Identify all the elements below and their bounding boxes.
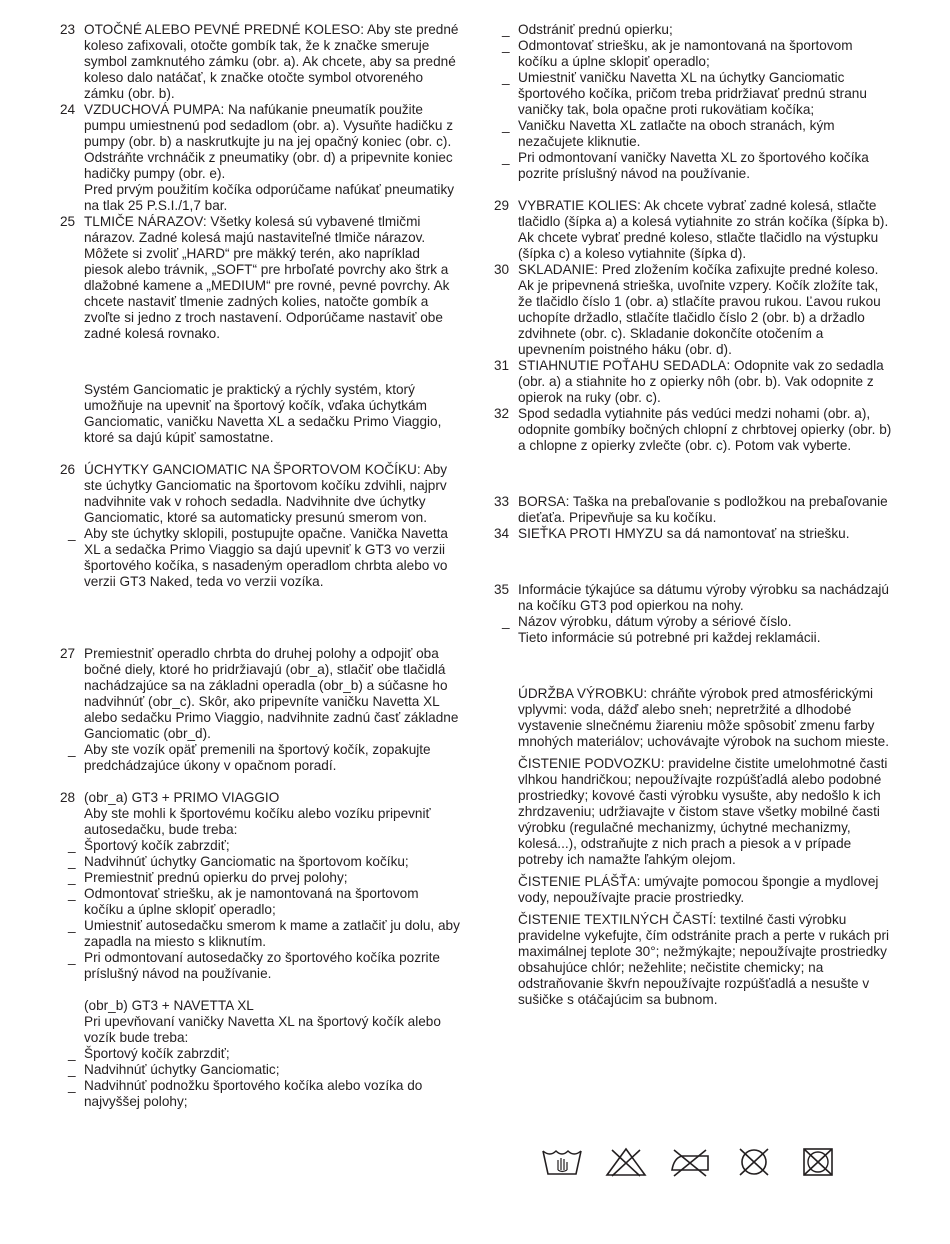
item-35-bullet <box>494 614 894 646</box>
item-text: SKLADANIE: Pred zložením kočíka zafixujte predné koleso. Ak je pripevnená strieška, uvoľnite vzpery. Kočík zložíte tak, že tlačidlo číslo 1 (obr. a) stlačíte pravou rukou. Ľavou rukou uchopíte držadlo, stlačíte tlačidlo číslo 2 (obr. b) a držadlo zdvihnete (obr. c). Skladanie dokončíte otočením a upevnením poistného háku (obr. d). <box>518 262 881 357</box>
list-item-text: Odmontovať striešku, ak je namontovaná na športovom kočíku a úplne sklopiť operadlo; <box>518 38 853 69</box>
item-32 <box>494 406 894 454</box>
list-item <box>60 854 460 870</box>
dash-marker: _ <box>68 870 76 885</box>
list-item-text: Nadvihnúť úchytky Ganciomatic; <box>84 1062 280 1077</box>
item-31 <box>494 358 894 406</box>
dash-marker: _ <box>502 150 510 165</box>
list-item <box>494 38 894 70</box>
item-number: 35 <box>494 582 510 597</box>
list-item <box>494 70 894 118</box>
care-paragraph: ČISTENIE PODVOZKU: pravidelne čistite umelohmotné časti vlhkou handričkou; nepoužívajte rozpúšťadlá alebo podobné prostriedky; kovové časti výrobku vysušte, aby nedošlo k ich zhrdzaveniu; udržiavajte v čistom stave všetky mobilné časti výrobku (regulačné mechanizmy, úchytné mechanizmy, kolesá...), odstraňujte z nich prach a piesok a v prípade potreby ich namažte ľahkým olejom. <box>518 756 888 867</box>
left-column <box>60 22 460 1110</box>
item-27-bullet <box>60 742 460 774</box>
dash-marker: _ <box>68 742 76 757</box>
item-text: OTOČNÉ ALEBO PEVNÉ PREDNÉ KOLESO: Aby ste predné koleso zafixovali, otočte gombík tak, že k značke smeruje symbol zamknutého zámku (obr. a). Ak chcete, aby sa predné koleso dalo natáčať, k značke otočte symbol otvoreného zámku (obr. b). <box>84 22 459 101</box>
item-number: 33 <box>494 494 510 509</box>
list-item <box>60 918 460 950</box>
list-item <box>60 886 460 918</box>
list-item-text: Športový kočík zabrzdiť; <box>84 838 230 853</box>
item-number: 31 <box>494 358 510 373</box>
item-intro: Aby ste mohli k športovému kočíku alebo vozíku pripevniť autosedačku, bude treba: <box>84 806 431 837</box>
care-paragraph: ČISTENIE PLÁŠŤA: umývajte pomocou špongie a mydlovej vody, nepoužívajte pracie prostriedky. <box>518 874 879 905</box>
item-text: VZDUCHOVÁ PUMPA: Na nafúkanie pneumatík použite pumpu umiestnenú pod sedadlom (obr. a). Vysuňte hadičku z pumpy (obr. b) a naskrutkujte ju na jej opačný koniec (obr. c). Odstráňte vrchnáčik z pneumatiky (obr. d) a pripevnite koniec hadičky pumpy (obr. e). <box>84 102 454 181</box>
item-text: Spod sedadla vytiahnite pás vedúci medzi nohami (obr. a), odopnite gombíky bočných chlopní z chrbtovej opierky (obr. b) a chlopne z opierky zvlečte (obr. c). Potom vak vyberte. <box>518 406 892 453</box>
item-text: TLMIČE NÁRAZOV: Všetky kolesá sú vybavené tlmičmi nárazov. Zadné kolesá majú nastaviteľné tlmiče nárazov. Môžete si zvoliť „HARD“ pre mäkký terén, ako napríklad piesok alebo trávnik, „SOFT“ pre hrboľaté povrchy ako štrk a dlažobné kamene a „MEDIUM“ pre rovné, pevné povrchy. Ak chcete nastaviť tlmenie zadných kolies, natočte gombík a zvoľte si jedno z troch nastavení. Odporúčame nastaviť obe zadné kolesá rovnako. <box>84 214 450 341</box>
bullet-text: Názov výrobku, dátum výroby a sériové číslo. <box>518 614 792 629</box>
no-bleach-icon <box>604 1146 648 1178</box>
list-item-text: Pri odmontovaní autosedačky zo športového kočíka pozrite príslušný návod na používanie. <box>84 950 440 981</box>
dash-marker: _ <box>502 38 510 53</box>
dash-marker: _ <box>68 886 76 901</box>
item-28 <box>60 790 460 838</box>
list-item-text: Športový kočík zabrzdiť; <box>84 1046 230 1061</box>
item-23 <box>60 22 460 102</box>
dash-marker: _ <box>68 918 76 933</box>
item-number: 29 <box>494 198 510 213</box>
item-26-bullet <box>60 526 460 590</box>
dash-marker: _ <box>68 950 76 965</box>
item-27 <box>60 646 460 742</box>
item-text-note: Pred prvým použitím kočíka odporúčame nafúkať pneumatiky na tlak 25 P.S.I./1,7 bar. <box>84 182 455 213</box>
item-text: BORSA: Taška na prebaľovanie s podložkou na prebaľovanie dieťaťa. Pripevňuje sa ku kočíku. <box>518 494 888 525</box>
list-item <box>60 1046 460 1062</box>
dash-marker: _ <box>502 614 510 629</box>
list-item <box>494 118 894 150</box>
item-number: 24 <box>60 102 76 117</box>
care-paragraph: ČISTENIE TEXTILNÝCH ČASTÍ: textilné časti výrobku pravidelne vykefujte, čím odstránite prach a perte v rukách pri maximálnej teplote 30°; nežmýkajte; nepoužívajte prostriedky obsahujúce chlór; nežehlite; nečistite chemicky; na odstraňovanie škvŕn nepoužívajte rozpúšťadlá a nesušte v sušičke s otáčajúcim sa bubnom. <box>518 912 889 1007</box>
dash-marker: _ <box>502 70 510 85</box>
hand-wash-icon <box>540 1146 584 1178</box>
item-heading: (obr_a) GT3 + PRIMO VIAGGIO <box>84 790 280 805</box>
list-item <box>60 950 460 982</box>
list-item <box>60 1078 460 1110</box>
ganciomatic-intro: Systém Ganciomatic je praktický a rýchly systém, ktorý umožňuje na upevniť na športový kočík, vďaka úchytkám Ganciomatic, vaničku Navetta XL a sedačku Primo Viaggio, ktoré sa dajú kúpiť samostatne. <box>84 382 442 445</box>
list-item-text: Vaničku Navetta XL zatlačte na oboch stranách, kým nezačujete kliknutie. <box>518 118 835 149</box>
list-item <box>494 22 894 38</box>
item-text: Premiestniť operadlo chrbta do druhej polohy a odpojiť oba bočné diely, ktoré ho pridržiavajú (obr_a), stlačiť obe tlačidlá nachádzajúce sa na základni operadla (obr_b) a súčasne ho nadvihnúť (obr_c). Skôr, ako pripevníte vaničku Navetta XL alebo sedačku Primo Viaggio, nadvihnite zadnú časť základne Ganciomatic (obr_d). <box>84 646 459 741</box>
item-number: 30 <box>494 262 510 277</box>
item-number: 34 <box>494 526 510 541</box>
item-number: 27 <box>60 646 76 661</box>
bullet-after: Tieto informácie sú potrebné pri každej reklamácii. <box>518 630 821 645</box>
item-34 <box>494 526 894 542</box>
list-item <box>60 870 460 886</box>
list-item-text: Umiestniť autosedačku smerom k mame a zatlačiť ju dolu, aby zapadla na miesto s kliknutím. <box>84 918 460 949</box>
list-item <box>494 150 894 182</box>
bullet-text: Aby ste vozík opäť premenili na športový kočík, zopakujte predchádzajúce úkony v opačnom poradí. <box>84 742 431 773</box>
care-paragraph: ÚDRŽBA VÝROBKU: chráňte výrobok pred atmosférickými vplyvmi: voda, dážď alebo sneh; nepretržité a dlhodobé vystavenie slnečnému žiareniu môže spôsobiť zmenu farby mnohých materiálov; uchovávajte výrobok na suchom mieste. <box>518 686 889 749</box>
list-item-text: Odmontovať striešku, ak je namontovaná na športovom kočíku a úplne sklopiť operadlo; <box>84 886 419 917</box>
list-item-text: Umiestniť vaničku Navetta XL na úchytky Ganciomatic športového kočíka, pričom treba pridržiavať prednú stranu vaničky tak, bola opačne proti rukovätiam kočíka; <box>518 70 867 117</box>
item-text: STIAHNUTIE POŤAHU SEDADLA: Odopnite vak zo sedadla (obr. a) a stiahnite ho z opierky nôh (obr. b). Vak odopnite z opierok na ruky (obr. c). <box>518 358 884 405</box>
dash-marker: _ <box>502 22 510 37</box>
no-iron-icon <box>668 1146 712 1178</box>
care-section <box>494 686 894 1008</box>
no-dry-clean-icon <box>732 1146 776 1178</box>
item-number: 28 <box>60 790 76 805</box>
item-24 <box>60 102 460 214</box>
item-30 <box>494 262 894 358</box>
item-28-intro-b: Pri upevňovaní vaničky Navetta XL na športový kočík alebo vozík bude treba: <box>84 1014 441 1045</box>
item-26 <box>60 462 460 526</box>
item-number: 25 <box>60 214 76 229</box>
item-33 <box>494 494 894 526</box>
item-25 <box>60 214 460 342</box>
list-item-text: Odstrániť prednú opierku; <box>518 22 673 37</box>
care-icons <box>540 1146 840 1178</box>
item-text: Informácie týkajúce sa dátumu výroby výrobku sa nachádzajú na kočíku GT3 pod opierkou na nohy. <box>518 582 889 613</box>
dash-marker: _ <box>68 1062 76 1077</box>
item-text: VYBRATIE KOLIES: Ak chcete vybrať zadné kolesá, stlačte tlačidlo (šípka a) a kolesá vytiahnite zo strán kočíka (šípka b). Ak chcete vybrať predné koleso, stlačte tlačidlo na výstupku (šípka c) a koleso vytiahnite (šípka d). <box>518 198 889 261</box>
list-item-text: Pri odmontovaní vaničky Navetta XL zo športového kočíka pozrite príslušný návod na používanie. <box>518 150 869 181</box>
bullet-text: Aby ste úchytky sklopili, postupujte opačne. Vanička Navetta XL a sedačka Primo Viaggio sa dajú upevniť k GT3 vo verzii športového kočíka, s nasadeným operadlom chrbta alebo vo verzii GT3 Naked, teda vo verzii vozíka. <box>84 526 448 589</box>
list-item-text: Nadvihnúť podnožku športového kočíka alebo vozíka do najvyššej polohy; <box>84 1078 423 1109</box>
dash-marker: _ <box>68 1046 76 1061</box>
dash-marker: _ <box>68 526 76 541</box>
list-item <box>60 1062 460 1078</box>
list-item-text: Nadvihnúť úchytky Ganciomatic na športovom kočíku; <box>84 854 409 869</box>
no-tumble-dry-icon <box>796 1146 840 1178</box>
item-text: SIEŤKA PROTI HMYZU sa dá namontovať na striešku. <box>518 526 850 541</box>
dash-marker: _ <box>68 1078 76 1093</box>
right-column <box>494 22 894 1014</box>
dash-marker: _ <box>68 838 76 853</box>
item-35 <box>494 582 894 614</box>
item-29 <box>494 198 894 262</box>
item-number: 23 <box>60 22 76 37</box>
item-number: 32 <box>494 406 510 421</box>
dash-marker: _ <box>68 854 76 869</box>
list-item-text: Premiestniť prednú opierku do prvej polohy; <box>84 870 348 885</box>
list-item <box>60 838 460 854</box>
item-text: ÚCHYTKY GANCIOMATIC NA ŠPORTOVOM KOČÍKU: Aby ste úchytky Ganciomatic na športovom kočíku zdvihli, najprv nadvihnite vak v rohoch sedadla. Nadvihnite dve úchytky Ganciomatic, ktoré sa automaticky presunú smerom von. <box>84 462 448 525</box>
item-28-heading-b: (obr_b) GT3 + NAVETTA XL <box>84 998 254 1013</box>
item-number: 26 <box>60 462 76 477</box>
dash-marker: _ <box>502 118 510 133</box>
